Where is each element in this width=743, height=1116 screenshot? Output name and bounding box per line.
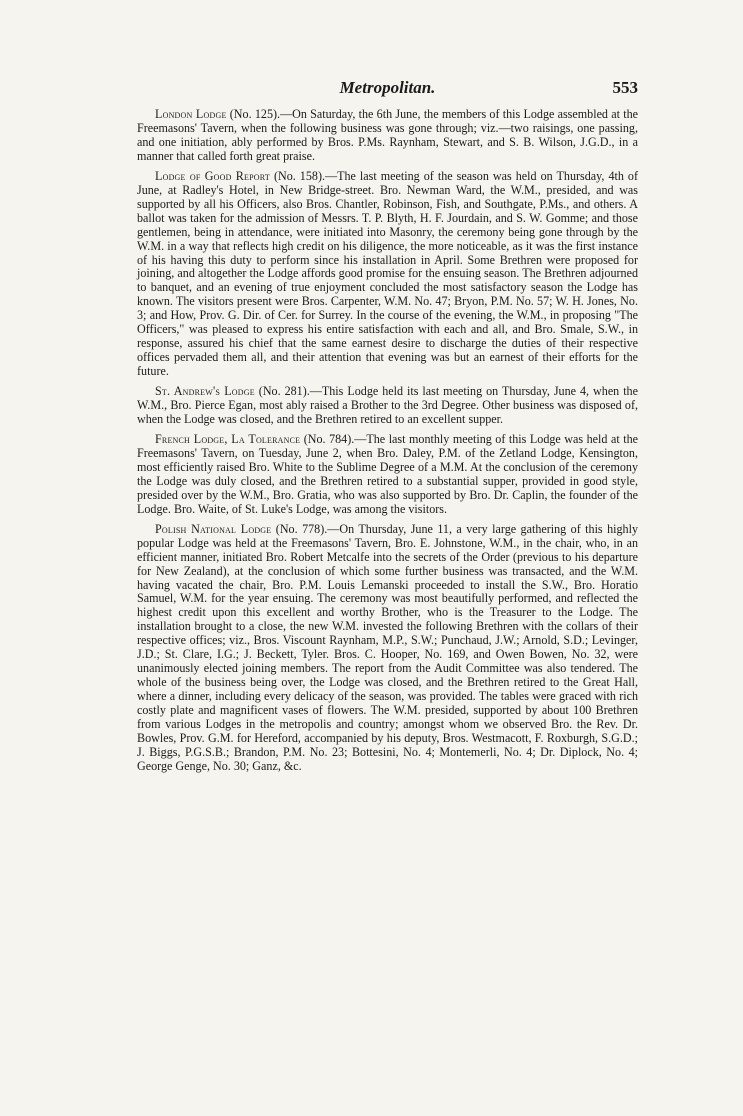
lodge-name: London Lodge: [155, 107, 227, 121]
article-polish-national-lodge: [137, 523, 638, 774]
article-body: (No. 281).—This Lodge held its last meeting on Thursday, June 4, when the W.M., Bro. Pierce Egan, most ably raised a Brother to the 3rd Degree. Other business was disposed of, when the Lodge was closed, and the Brethren retired to an excellent supper.: [137, 384, 638, 427]
lodge-name: Polish National Lodge: [155, 521, 272, 536]
lodge-name: French Lodge, La Tolerance: [155, 431, 301, 446]
article-body: (No. 158).—The last meeting of the season was held on Thursday, 4th of June, at Radley's Hotel, in New Bridge-street. Bro. Newman Ward, the W.M., presided, and was supported by all his Officers, also Bros. Chantler, Robinson, Fish, and Southgate, P.Ms., and others. A ballot was taken for the admission of Messrs. T. P. Blyth, H. F. Jourdain, and S. W. Gomme; and those gentlemen, being in attendance, were initiated into Masonry, the ceremony being gone through by the W.M. in a way that reflects high credit on his diligence, the more noticeable, as it was the first instance of his having this duty to perform since his installation in April. Some Brethren were proposed for joining, and altogether the Lodge affords good promise for the ensuing season. The Brethren adjourned to banquet, and an evening of true enjoyment concluded the most satisfactory season the Lodge has known. The visitors present were Bros. Carpenter, W.M. No. 47; Bryon, P.M. No. 57; W. H. Jones, No. 3; and How, Prov. G. Dir. of Cer. for Surrey. In the course of the evening, the W.M., in proposing "The Officers," was pleased to express his entire satisfaction with each and all, and Bro. Smale, S.W., in response, assured his chief that the same earnest desire to discharge the duties of their respective offices pervaded them all, and their attention that evening was but an earnest of their efforts for the future.: [137, 168, 639, 379]
article-body: (No. 784).—The last monthly meeting of this Lodge was held at the Freemasons' Tavern, on Tuesday, June 2, when Bro. Daley, P.M. of the Zetland Lodge, Kensington, most efficiently raised Bro. White to the Sublime Degree of a M.M. At the conclusion of the ceremony the Lodge was duly closed, and the Brethren retired to a substantial supper, provided in good style, presided over by the W.M., Bro. Gratia, who was also supported by Bro. Dr. Caplin, the founder of the Lodge. Bro. Waite, of St. Luke's Lodge, was among the visitors.: [137, 431, 638, 516]
article-london-lodge: [137, 108, 638, 164]
article-body: (No. 125).—On Saturday, the 6th June, the members of this Lodge assembled at the Freemasons' Tavern, when the following business was gone through; viz.—two raisings, one passing, and one initiation, ably performed by Bros. P.Ms. Raynham, Stewart, and S. B. Wilson, J.G.D., in a manner that called forth great praise.: [137, 107, 638, 163]
page-number: 553: [612, 78, 638, 97]
article-st-andrews-lodge: [137, 385, 638, 427]
article-body: (No. 778).—On Thursday, June 11, a very large gathering of this highly popular Lodge was held at the Freemasons' Tavern, Bro. E. Johnstone, W.M., in the chair, who, in an efficient manner, initiated Bro. Robert Metcalfe into the secrets of the Order (previous to his departure for New Zealand), at the conclusion of which some further business was transacted, and the W.M. having vacated the chair, Bro. P.M. Louis Lemanski proceeded to install the S.W., Bro. Horatio Samuel, W.M. for the year ensuing. The ceremony was most beautifully performed, and reflected the highest credit upon this excellent and worthy Brother, who is the Treasurer to the Lodge. The installation brought to a close, the new W.M. invested the following Brethren with the collars of their respective offices; viz., Bros. Viscount Raynham, M.P., S.W.; Punchaud, J.W.; Arnold, S.D.; Levinger, J.D.; St. Clare, I.G.; J. Beckett, Tyler. Bros. C. Hooper, No. 169, and Owen Bowen, No. 32, were unanimously elected joining members. The report from the Audit Committee was also tendered. The whole of the business being over, the Lodge was closed, and the Brethren retired to the Great Hall, where a dinner, including every delicacy of the season, was provided. The tables were graced with rich costly plate and magnificent vases of flowers. The W.M. presided, supported by about 100 Brethren from various Lodges in the metropolis and country; amongst whom we observed Bro. the Rev. Dr. Bowles, Prov. G.M. for Hereford, accompanied by his deputy, Bros. Westmacott, F. Roxburgh, S.G.D.; J. Biggs, P.G.S.B.; Brandon, P.M. No. 23; Bottesini, No. 4; Montemerli, No. 4; Dr. Diplock, No. 4; George Genge, No. 30; Ganz, &c.: [137, 521, 638, 773]
running-head: Metropolitan.: [339, 78, 436, 97]
article-french-lodge: [137, 433, 638, 517]
lodge-name: Lodge of Good Report: [155, 168, 270, 183]
page-header: [137, 78, 638, 108]
lodge-name: St. Andrew's Lodge: [155, 384, 255, 399]
article-lodge-of-good-report: [137, 170, 638, 379]
